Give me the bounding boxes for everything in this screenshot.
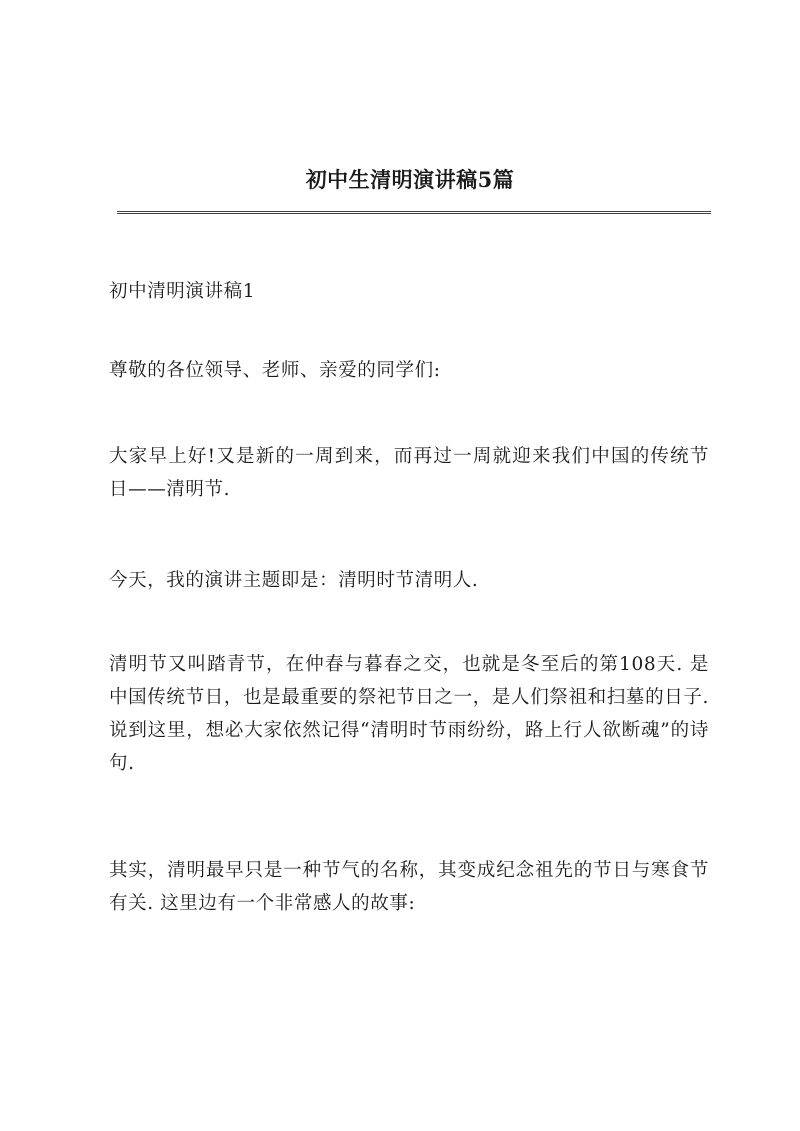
document-title: 初中生清明演讲稿5篇 bbox=[305, 167, 515, 192]
body-paragraph: 其实，清明最早只是一种节气的名称，其变成纪念祖先的节日与寒食节有关. 这里边有一个非常感人的故事: bbox=[109, 860, 709, 914]
body-paragraph: 今天，我的演讲主题即是：清明时节清明人. bbox=[109, 570, 479, 591]
title-divider bbox=[117, 211, 711, 214]
body-paragraph: 大家早上好!又是新的一周到来，而再过一周就迎来我们中国的传统节日——清明节. bbox=[109, 446, 709, 500]
section-heading: 初中清明演讲稿1 bbox=[109, 281, 256, 302]
salutation-paragraph: 尊敬的各位领导、老师、亲爱的同学们: bbox=[109, 360, 441, 381]
body-paragraph: 清明节又叫踏青节，在仲春与暮春之交，也就是冬至后的第108天. 是中国传统节日，也是最重要的祭祀节日之一，是人们祭祖和扫墓的日子. 说到这里，想必大家依然记得“清明时节雨纷纷，路上行人欲断魂”的诗句. bbox=[109, 654, 709, 774]
